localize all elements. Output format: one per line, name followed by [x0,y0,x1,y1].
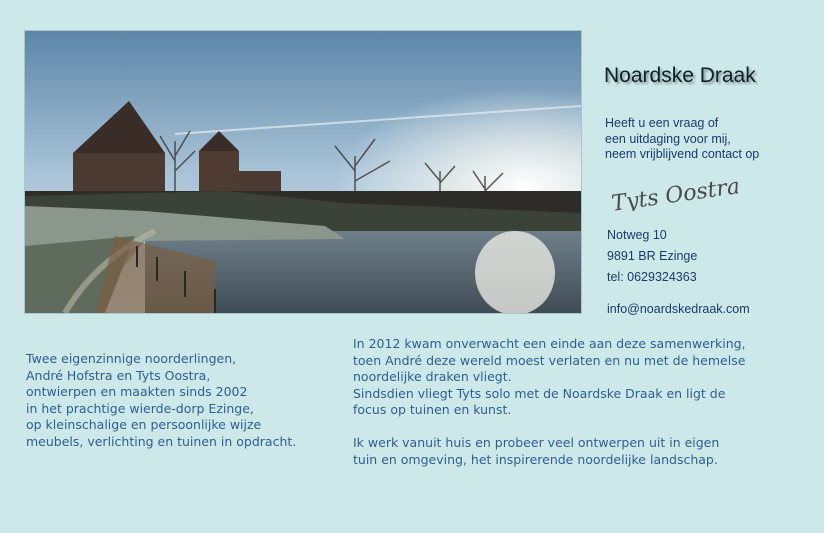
bio-line: focus op tuinen en kunst. [353,402,512,417]
bio-right-paragraph [353,336,803,468]
phone-number: tel: 0629324363 [607,270,697,284]
intro-line: Heeft u een vraag of [605,116,719,130]
email-link[interactable]: info@noardskedraak.com [607,302,750,316]
bio-line: ontwierpen en maakten sinds 2002 [26,384,248,399]
bio-line: tuin en omgeving, het inspirerende noordelijke landschap. [353,451,718,467]
bio-line: Twee eigenzinnige noorderlingen, [26,351,237,366]
handwritten-signature [608,171,738,215]
bio-left-paragraph [26,351,346,450]
bio-line: André Hofstra en Tyts Oostra, [26,367,211,383]
bio-line: toen André deze wereld moest verlaten en nu met de hemelse [353,352,746,368]
bio-line: meubels, verlichting en tuinen in opdracht. [26,433,297,449]
paragraph-gap [353,419,803,436]
bio-line: Sindsdien vliegt Tyts solo met de Noardske Draak en ligt de [353,385,726,401]
landscape-photo [24,30,582,314]
intro-line: neem vrijblijvend contact op [605,147,760,161]
contact-intro [605,116,815,163]
site-title: Noardske Draak [604,64,756,87]
bio-line: noordelijke draken vliegt. [353,369,512,384]
bio-line: op kleinschalige en persoonlijke wijze [26,417,262,432]
address-street: Notweg 10 [607,228,667,242]
bio-line: Ik werk vanuit huis en probeer veel ontwerpen uit in eigen [353,435,720,450]
address-city: 9891 BR Ezinge [607,249,698,263]
bio-line: in het prachtige wierde-dorp Ezinge, [26,400,254,416]
intro-line: een uitdaging voor mij, [605,131,731,146]
bio-line: In 2012 kwam onverwacht een einde aan deze samenwerking, [353,336,746,351]
signature-text: Tyts Oostra [610,174,738,211]
